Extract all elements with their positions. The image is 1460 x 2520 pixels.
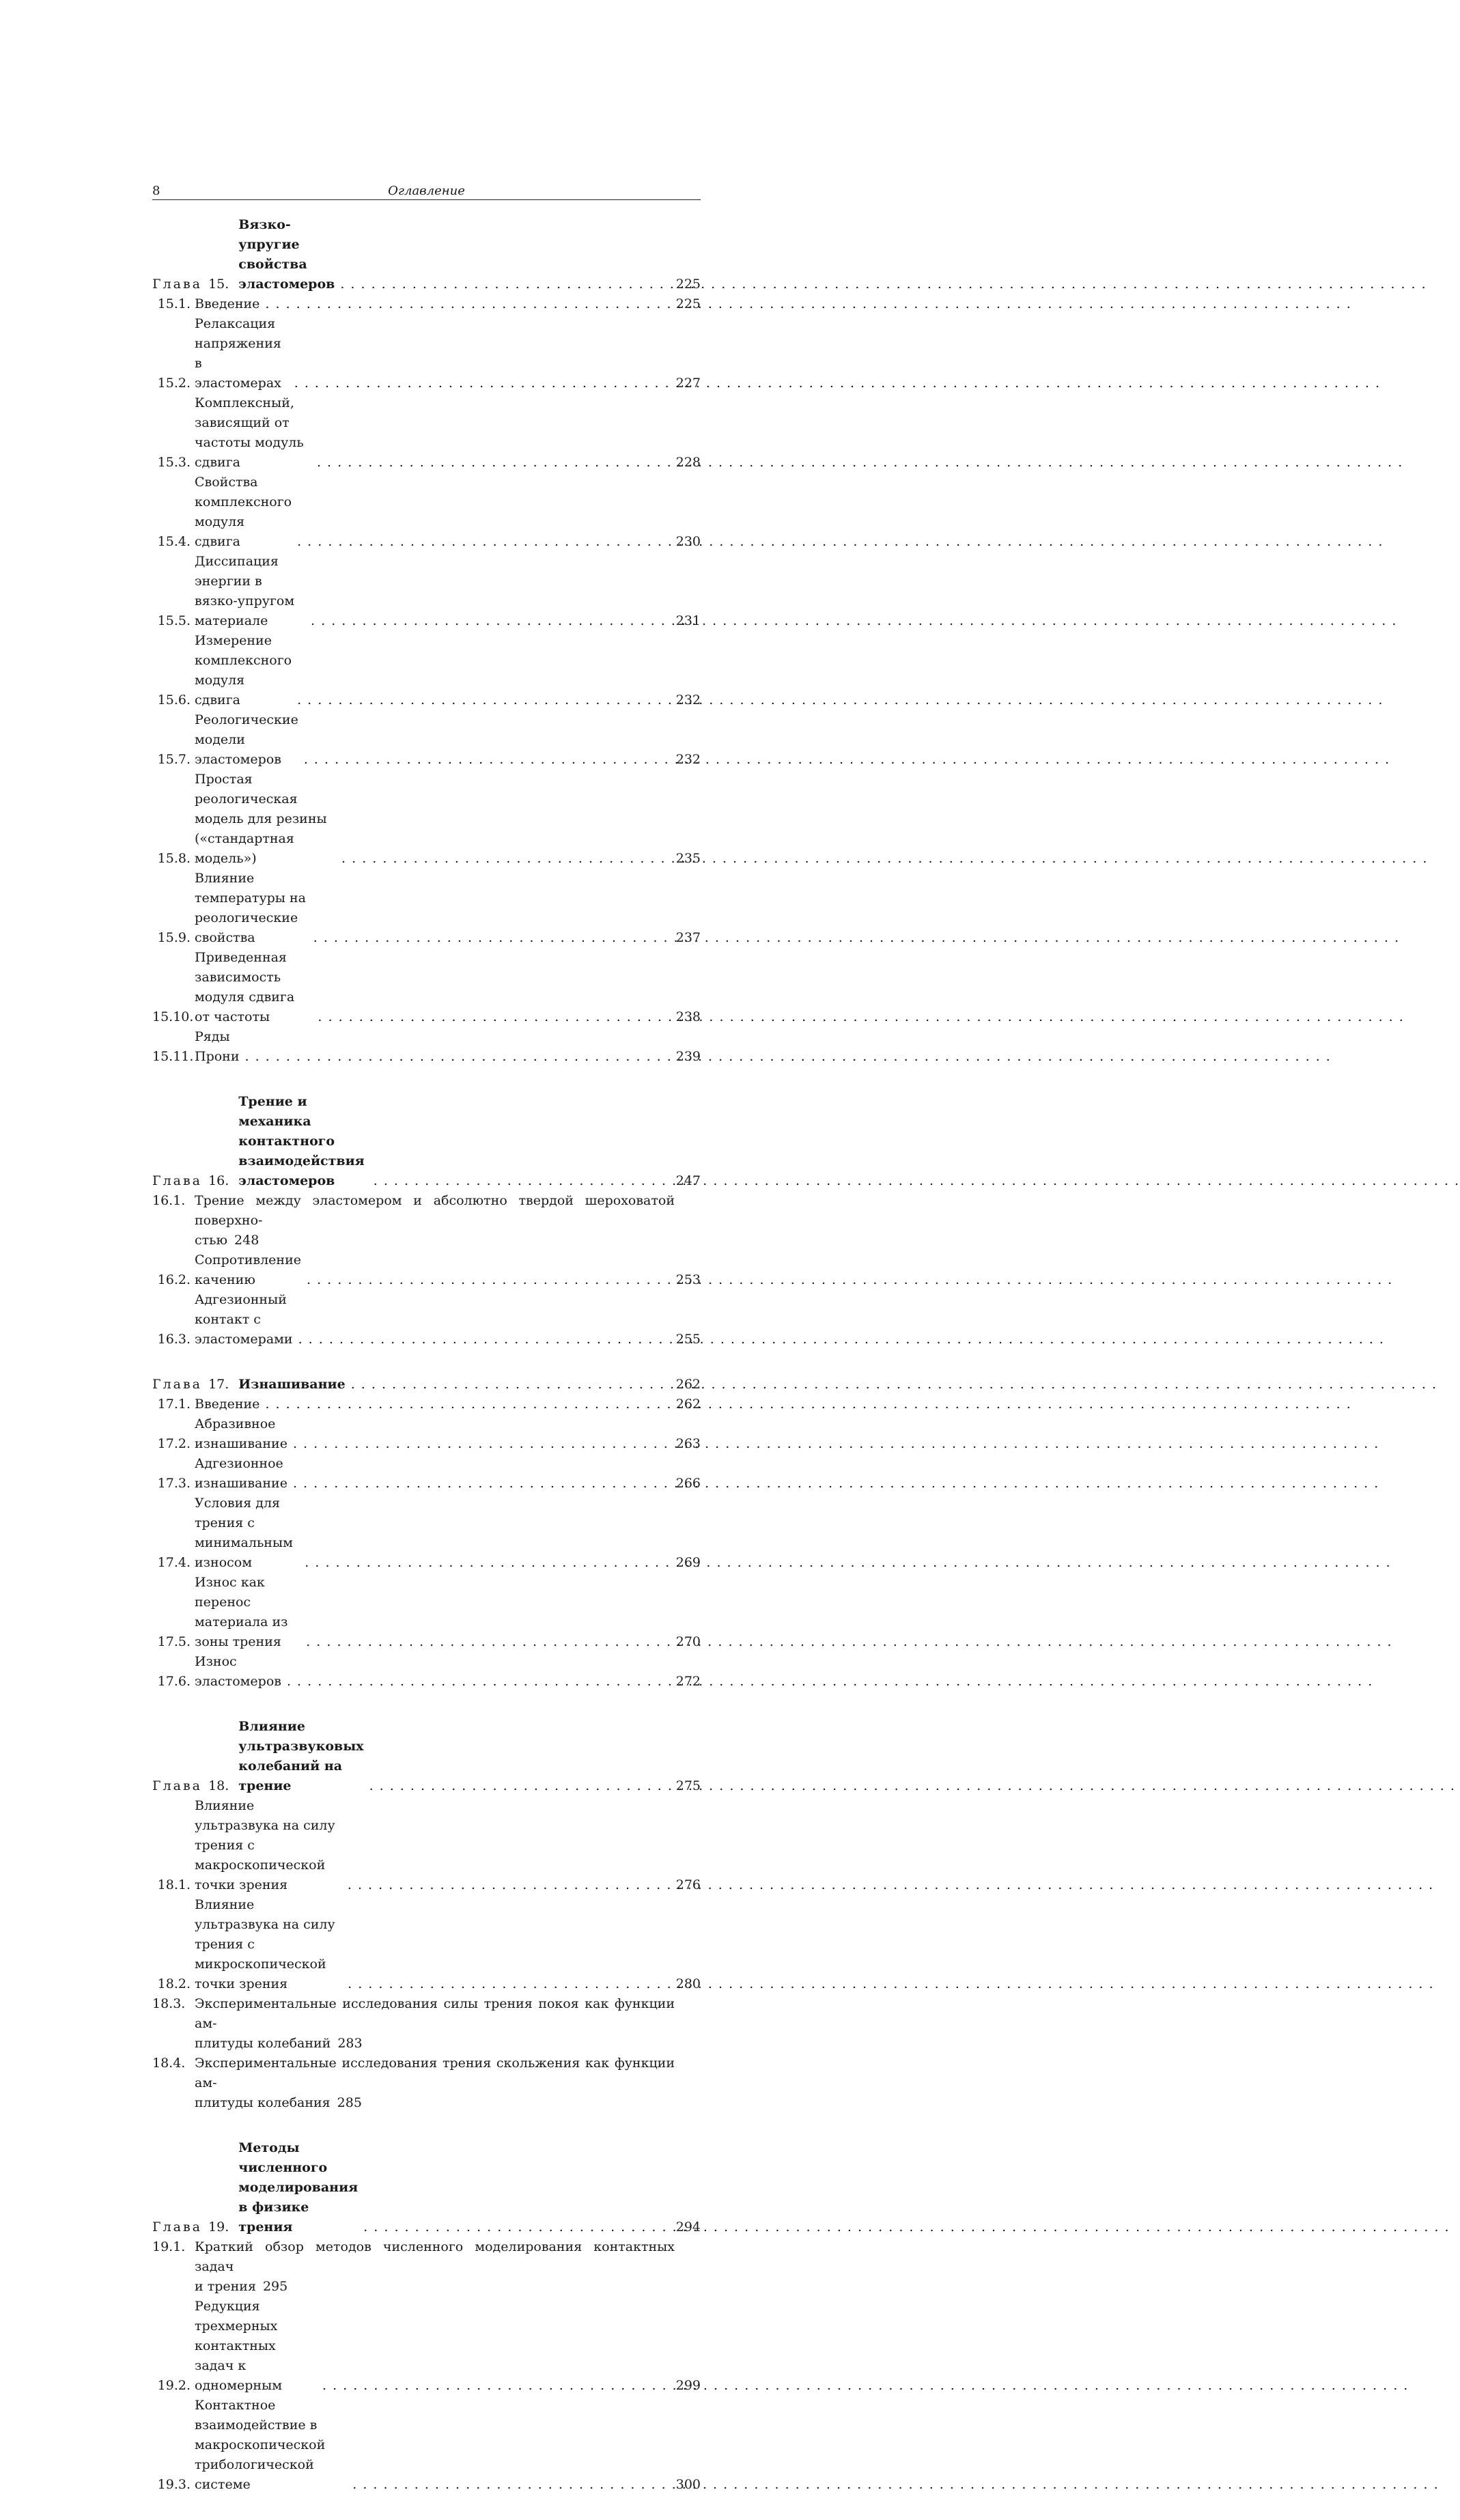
section-title: Диссипация энергии в вязко-упругом материале	[195, 554, 295, 628]
section-number: 18.1.	[157, 1877, 191, 1892]
chapter-heading[interactable]	[152, 215, 701, 294]
leader-dots	[374, 1171, 668, 1191]
section-number: 15.2.	[157, 376, 191, 391]
leader-dots	[369, 1776, 668, 1796]
chapter-block	[152, 215, 701, 1067]
toc-entry[interactable]	[152, 473, 701, 552]
section-title-line2: плитуды колебания	[195, 2095, 331, 2110]
section-title: Влияние ультразвука на силу трения с макроскопической точки зрения	[195, 1798, 335, 1892]
leader-dots	[352, 2475, 667, 2495]
toc-entry[interactable]	[152, 314, 701, 393]
section-title: Введение	[195, 1397, 260, 1412]
section-title-line2: плитуды колебаний	[195, 2036, 331, 2051]
section-number: 15.6.	[157, 692, 191, 708]
toc-entry[interactable]	[152, 2297, 701, 2396]
running-header	[152, 183, 701, 200]
section-number: 15.9.	[157, 930, 191, 945]
section-title-line2: и трения	[195, 2279, 256, 2294]
page-ref: 231	[675, 613, 701, 628]
toc-entry[interactable]	[152, 869, 701, 948]
section-title: Ряды Прони	[195, 1029, 240, 1064]
section-number: 17.3.	[157, 1476, 191, 1491]
leader-dots	[293, 1474, 668, 1494]
section-number: 18.4.	[152, 2056, 186, 2071]
toc-page	[152, 183, 701, 2520]
section-title: Контактное взаимодействие в макроскопической трибологической системе	[195, 2398, 326, 2492]
page-ref: 276	[675, 1877, 701, 1892]
toc-entry[interactable]	[152, 1250, 701, 1290]
section-title: Измерение комплексного модуля сдвига	[195, 633, 292, 708]
chapter-number: Глава 15.	[152, 277, 229, 292]
page-ref: 238	[675, 1009, 701, 1024]
page-ref: 232	[675, 692, 701, 708]
leader-dots	[297, 532, 668, 552]
chapter-heading[interactable]	[152, 1717, 701, 1796]
toc-entry[interactable]	[152, 1454, 701, 1494]
header-title: Оглавление	[388, 184, 465, 198]
toc-entry[interactable]	[152, 1395, 701, 1414]
section-title-line1: Трение между эластомером и абсолютно твердой шероховатой поверхно-	[195, 1193, 675, 1228]
leader-dots	[363, 2217, 668, 2237]
leader-dots	[311, 611, 668, 631]
chapter-heading[interactable]	[152, 1375, 701, 1395]
section-title-line1: Экспериментальные исследования силы трения покоя как функции ам-	[195, 1996, 675, 2031]
section-title: Редукция трехмерных контактных задач к одномерным	[195, 2299, 282, 2393]
section-number: 15.8.	[157, 851, 191, 866]
page-ref: 275	[675, 1778, 701, 1793]
leader-dots	[351, 1375, 668, 1395]
section-title: Влияние ультразвука на силу трения с микроскопической точки зрения	[195, 1897, 335, 1991]
section-title: Релаксация напряжения в эластомерах	[195, 316, 281, 391]
chapter-title: Вязко-упругие свойства эластомеров	[238, 217, 335, 292]
section-title: Простая реологическая модель для резины («стандартная модель»)	[195, 772, 327, 866]
section-number: 15.11.	[152, 1049, 194, 1064]
section-title: Реологические модели эластомеров	[195, 712, 298, 767]
section-title: Сопротивление качению	[195, 1252, 301, 1287]
page-ref: 266	[675, 1476, 701, 1491]
leader-dots	[317, 453, 668, 473]
section-title-line1: Краткий обзор методов численного моделирования контактных задач	[195, 2239, 675, 2274]
section-number: 16.2.	[157, 1272, 191, 1287]
page-ref: 255	[675, 1332, 701, 1347]
toc-entry[interactable]	[152, 1414, 701, 1454]
toc-entry[interactable]	[152, 552, 701, 631]
page-ref: 247	[675, 1173, 701, 1188]
chapter-number: Глава 18.	[152, 1778, 229, 1793]
section-number: 15.1.	[157, 296, 191, 311]
chapter-block	[152, 2138, 701, 2495]
toc-entry[interactable]	[152, 948, 701, 1027]
chapter-number: Глава 17.	[152, 1377, 229, 1392]
section-number: 19.1.	[152, 2239, 186, 2254]
page-ref: 228	[675, 455, 701, 470]
page-ref: 270	[675, 1634, 701, 1649]
page-ref: 225	[675, 277, 701, 292]
page-ref: 239	[675, 1049, 701, 1064]
section-title-line1: Экспериментальные исследования трения скольжения как функции ам-	[195, 2056, 675, 2090]
section-title-line2: стью	[195, 1233, 228, 1248]
section-number: 17.5.	[157, 1634, 191, 1649]
leader-dots	[306, 1632, 668, 1652]
leader-dots	[313, 928, 668, 948]
chapter-block	[152, 1717, 701, 2113]
toc-entry[interactable]	[152, 294, 701, 314]
toc-entry[interactable]	[152, 1994, 701, 2054]
page-ref: 235	[675, 851, 701, 866]
page-ref: 227	[675, 376, 701, 391]
page-ref: 269	[675, 1555, 701, 1570]
toc-entry[interactable]	[152, 393, 701, 473]
section-title: Условия для трения с минимальным износом	[195, 1496, 293, 1570]
section-title: Адгезионное изнашивание	[195, 1456, 287, 1491]
section-number: 17.4.	[157, 1555, 191, 1570]
table-of-contents	[152, 215, 701, 2495]
section-number: 17.2.	[157, 1436, 191, 1451]
section-number: 19.3.	[157, 2477, 191, 2492]
section-title: Комплексный, зависящий от частоты модуль сдвига	[195, 395, 304, 470]
leader-dots	[293, 1434, 668, 1454]
page-ref: 237	[675, 930, 701, 945]
page-ref: 300	[675, 2477, 701, 2492]
toc-entry[interactable]	[152, 1895, 701, 1994]
section-title: Свойства комплексного модуля сдвига	[195, 475, 292, 549]
section-number: 15.5.	[157, 613, 191, 628]
leader-dots	[287, 1672, 668, 1692]
section-title: Приведенная зависимость модуля сдвига от частоты	[195, 950, 295, 1024]
section-title: Введение	[195, 296, 260, 311]
page-ref: 248	[234, 1233, 259, 1248]
section-title: Износ как перенос материала из зоны трения	[195, 1575, 288, 1649]
page-ref: 283	[337, 2036, 363, 2051]
leader-dots	[265, 294, 667, 314]
toc-entry[interactable]	[152, 1290, 701, 1349]
toc-entry[interactable]	[152, 770, 701, 869]
chapter-number: Глава 19.	[152, 2220, 229, 2235]
leader-dots	[297, 690, 668, 710]
toc-entry[interactable]	[152, 710, 701, 770]
section-number: 17.6.	[157, 1674, 191, 1689]
section-title: Износ эластомеров	[195, 1654, 281, 1689]
toc-entry[interactable]	[152, 1652, 701, 1692]
leader-dots	[340, 275, 667, 294]
leader-dots	[307, 1270, 668, 1290]
chapter-heading[interactable]	[152, 2138, 701, 2237]
page-ref: 225	[675, 296, 701, 311]
page-ref: 230	[675, 534, 701, 549]
section-number: 18.2.	[157, 1976, 191, 1991]
leader-dots	[341, 849, 668, 869]
leader-dots	[298, 1330, 668, 1349]
page-ref: 294	[675, 2220, 701, 2235]
page-ref: 285	[337, 2095, 362, 2110]
page-ref: 262	[675, 1377, 701, 1392]
leader-dots	[304, 750, 668, 770]
chapter-block	[152, 1375, 701, 1692]
page-number: 8	[152, 184, 160, 198]
leader-dots	[265, 1395, 667, 1414]
section-number: 15.10.	[152, 1009, 194, 1024]
section-number: 16.3.	[157, 1332, 191, 1347]
section-number: 15.7.	[157, 752, 191, 767]
chapter-block	[152, 1092, 701, 1349]
section-number: 18.3.	[152, 1996, 186, 2011]
section-title: Влияние температуры на реологические свойства	[195, 871, 306, 945]
leader-dots	[348, 1974, 668, 1994]
section-title: Абразивное изнашивание	[195, 1416, 287, 1451]
toc-entry[interactable]	[152, 1191, 701, 1250]
page-ref: 263	[675, 1436, 701, 1451]
toc-entry[interactable]	[152, 2396, 701, 2495]
toc-entry[interactable]	[152, 1796, 701, 1895]
toc-entry[interactable]	[152, 2054, 701, 2113]
page-ref: 262	[675, 1397, 701, 1412]
toc-entry[interactable]	[152, 1027, 701, 1067]
leader-dots	[318, 1007, 667, 1027]
leader-dots	[294, 374, 668, 393]
chapter-title: Методы численного моделирования в физике трения	[238, 2140, 359, 2235]
leader-dots	[305, 1553, 667, 1573]
toc-entry[interactable]	[152, 631, 701, 710]
chapter-title: Трение и механика контактного взаимодействия эластомеров	[238, 1094, 365, 1188]
section-number: 17.1.	[157, 1397, 191, 1412]
page-ref: 280	[675, 1976, 701, 1991]
section-number: 19.2.	[157, 2378, 191, 2393]
page-ref: 272	[675, 1674, 701, 1689]
toc-entry[interactable]	[152, 2237, 701, 2297]
chapter-number: Глава 16.	[152, 1173, 229, 1188]
page-ref: 253	[675, 1272, 701, 1287]
toc-entry[interactable]	[152, 1494, 701, 1573]
section-number: 15.3.	[157, 455, 191, 470]
leader-dots	[348, 1875, 668, 1895]
page-ref: 299	[675, 2378, 701, 2393]
section-title: Адгезионный контакт с эластомерами	[195, 1292, 293, 1347]
section-number: 16.1.	[152, 1193, 186, 1208]
section-number: 15.4.	[157, 534, 191, 549]
leader-dots	[245, 1047, 668, 1067]
leader-dots	[322, 2376, 668, 2396]
page-ref: 295	[262, 2279, 288, 2294]
toc-entry[interactable]	[152, 1573, 701, 1652]
chapter-heading[interactable]	[152, 1092, 701, 1191]
page-ref: 232	[675, 752, 701, 767]
chapter-title: Изнашивание	[238, 1377, 346, 1392]
chapter-title: Влияние ультразвуковых колебаний на трение	[238, 1719, 364, 1793]
